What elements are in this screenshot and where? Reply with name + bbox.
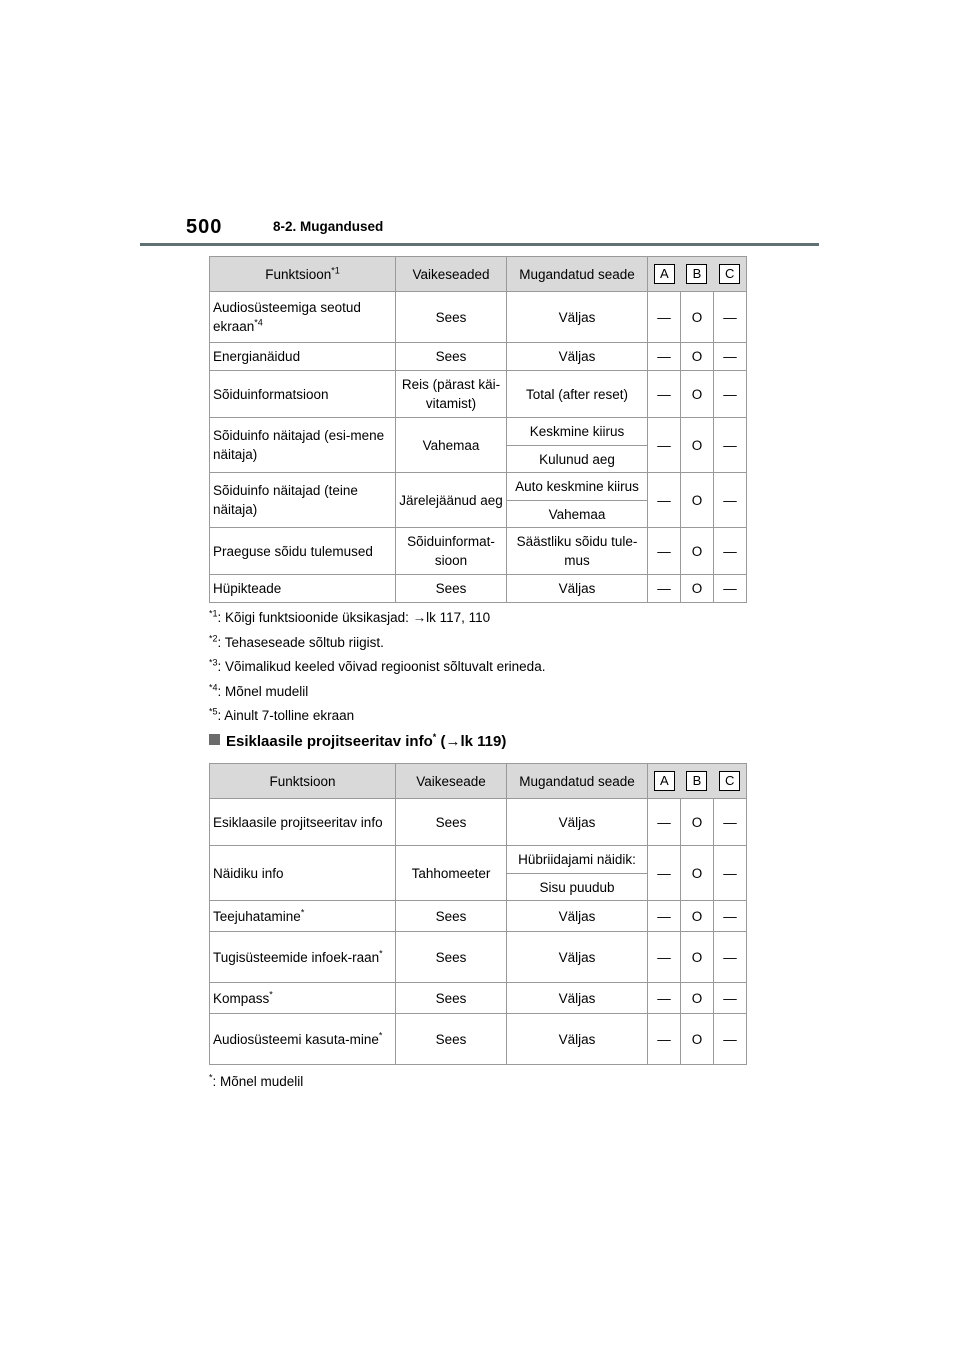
footnote: $^{*5}$: Ainult 7-tolline ekraan [209,706,355,723]
table-row: Sõiduinfo näitajad (esi-mene näitaja) Vahemaa Keskmine kiirus — O — [210,418,747,446]
col-header-function: Funktsioon$^{*1}$ [210,257,396,292]
c-box: C [719,264,740,284]
a-box: A [654,771,675,791]
footnote: $^{*3}$: Võimalikud keeled võivad regioonist sõltuvalt erineda. [209,657,546,674]
table-row: Teejuhatamine* Sees Väljas — O — [210,901,747,932]
col-header-function: Funktsioon [210,764,396,799]
table-header-row [210,257,747,292]
table-row: Näidiku info Tahhomeeter Hübriidajami näidik: — O — [210,846,747,874]
table-row: Kulunud aeg [210,446,747,473]
footnote: $^{*1}$: Kõigi funktsioonide üksikasjad: →lk 117, 110 [209,608,491,625]
square-bullet-icon [209,734,220,745]
page-number: 500 [186,216,223,238]
col-header-custom: Mugandatud seade [507,764,648,799]
footnote: $^{*2}$: Tehaseseade sõltub riigist. [209,633,384,650]
col-header-default: Vaikeseade [396,764,507,799]
table-row: Sõiduinfo näitajad (teine näitaja) Järelejäänud aeg Auto keskmine kiirus — O — [210,473,747,501]
col-header-abc [648,257,747,292]
section-title: 8-2. Mugandused [273,219,384,234]
table-header-row [210,764,747,799]
footnote: $^{*4}$: Mõnel mudelil [209,682,309,699]
table-row: Audiosüsteemiga seotud ekraan$^{*4}$ Sees Väljas — O — [210,292,747,343]
table-row: Sisu puudub [210,874,747,901]
c-box: C [719,771,740,791]
settings-table-1 [209,256,747,603]
table-row: Sõiduinformatsioon Reis (pärast käi-vitamist) Total (after reset) — O — [210,371,747,418]
b-box: B [686,264,707,284]
table-row: Vahemaa [210,501,747,528]
b-box: B [686,771,707,791]
col-header-custom: Mugandatud seade [507,257,648,292]
table-row: Esiklaasile projitseeritav info Sees Väljas — O — [210,799,747,846]
settings-table-2 [209,763,747,1065]
a-box: A [654,264,675,284]
col-header-default: Vaikeseaded [396,257,507,292]
table-row: Praeguse sõidu tulemused Sõiduinformat-sioon Säästliku sõidu tule-mus — O — [210,528,747,575]
col-header-abc [648,764,747,799]
table-row: Tugisüsteemide infoek-raan* Sees Väljas — O — [210,932,747,983]
header-rule [140,243,819,246]
footnotes [209,606,545,729]
footnote: *: Mõnel mudelil [209,1072,304,1089]
table-row: Hüpikteade Sees Väljas — O — [210,575,747,603]
subsection-heading: Esiklaasile projitseeritav info* (→lk 119) [209,733,506,750]
table-row: Energianäidud Sees Väljas — O — [210,343,747,371]
table-row: Kompass* Sees Väljas — O — [210,983,747,1014]
table-row: Audiosüsteemi kasuta-mine* Sees Väljas — O — [210,1014,747,1065]
